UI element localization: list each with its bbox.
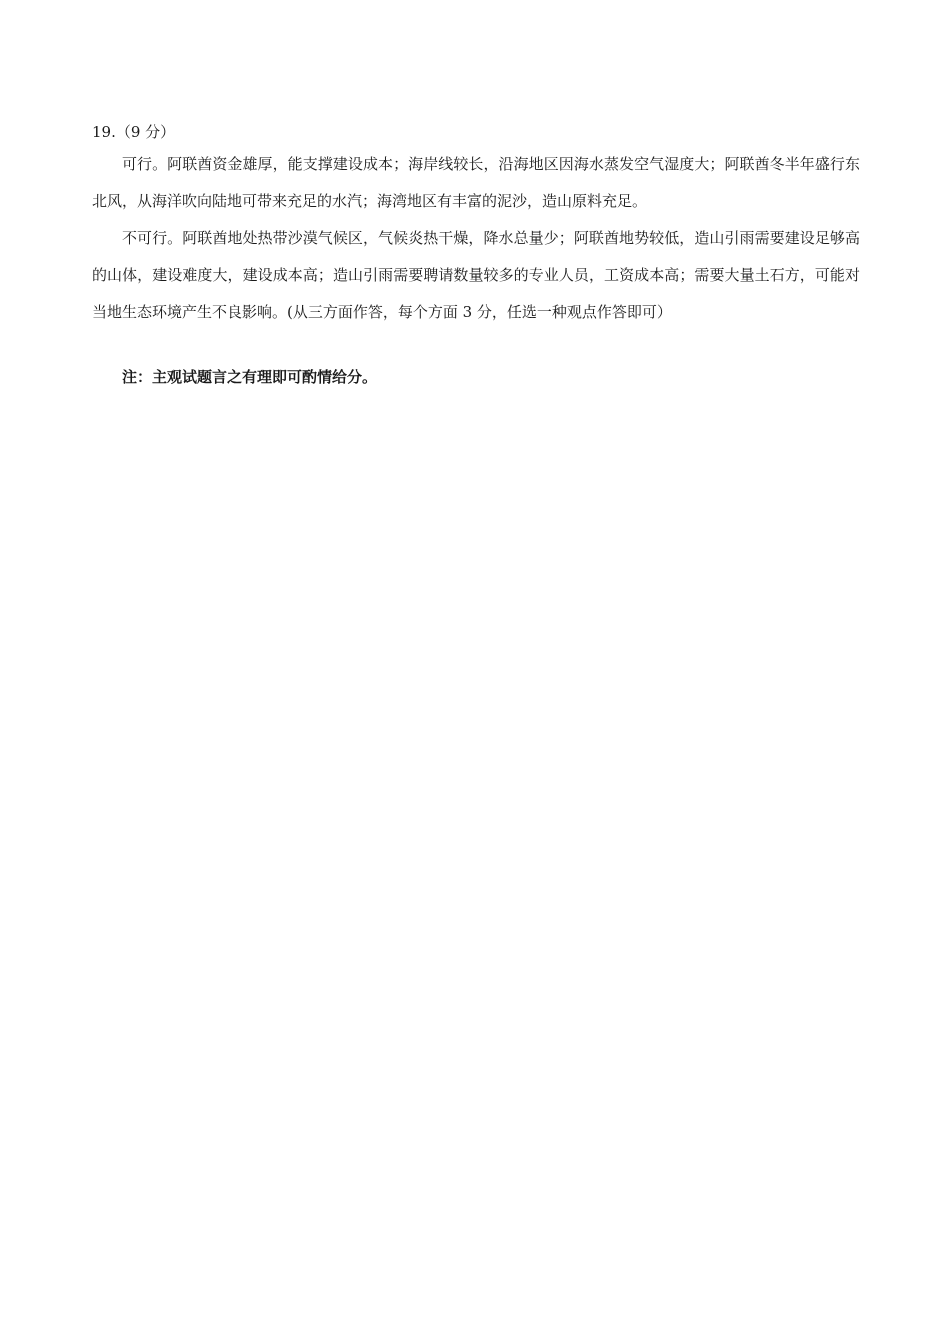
infeasible-answer-paragraph: 不可行。阿联酋地处热带沙漠气候区，气候炎热干燥，降水总量少；阿联酋地势较低，造山引雨需要建设足够高的山体，建设难度大，建设成本高；造山引雨需要聘请数量较多的专业人员，工资成本高；需要大量土石方，可能对当地生态环境产生不良影响。(从三方面作答，每个方面 3 分，任选一种观点作答即可） — [92, 229, 860, 321]
grading-note: 注：主观试题言之有理即可酌情给分。 — [122, 368, 378, 386]
feasible-answer-paragraph: 可行。阿联酋资金雄厚，能支撑建设成本；海岸线较长，沿海地区因海水蒸发空气湿度大；阿联酋冬半年盛行东北风，从海洋吹向陆地可带来充足的水汽；海湾地区有丰富的泥沙，造山原料充足。 — [92, 155, 860, 210]
answer-section — [92, 120, 860, 389]
question-number: 19.（9 分） — [92, 123, 176, 141]
